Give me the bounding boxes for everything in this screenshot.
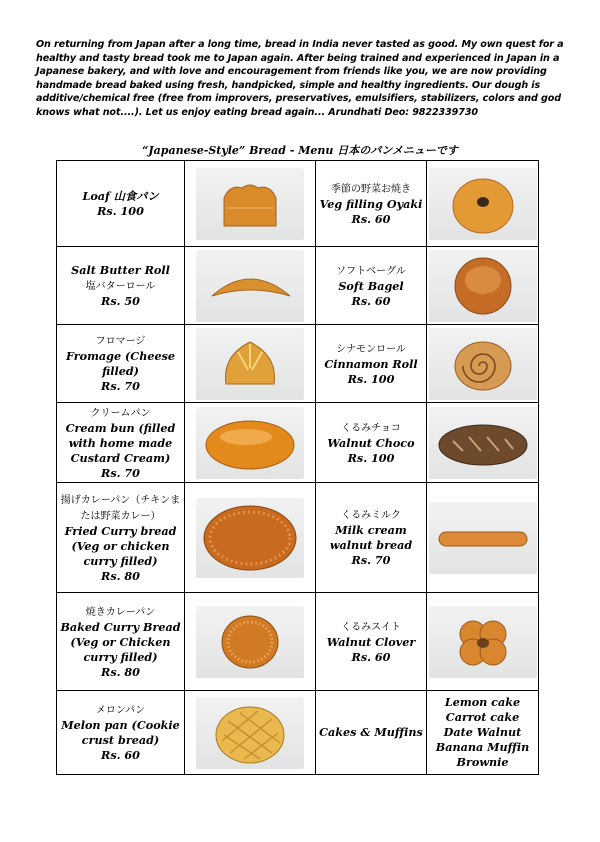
cream-bun-image: [196, 407, 304, 479]
item-jp-name: くるみチョコ: [341, 422, 401, 434]
cinnamon-roll-photo: [429, 328, 537, 400]
menu-item: [316, 161, 427, 247]
item-price: Rs. 60: [351, 649, 391, 664]
table-row: [57, 325, 539, 403]
menu-item: [316, 325, 427, 403]
menu-item: [316, 593, 427, 691]
walnut-choco-image: [429, 407, 537, 479]
item-price: Rs. 70: [351, 553, 391, 567]
menu-item: [57, 691, 185, 775]
bread-photo-cell: [427, 593, 539, 691]
menu-item: [57, 483, 185, 593]
oyaki-photo: [429, 168, 537, 240]
item-jp-name: 塩バターロール: [85, 280, 156, 292]
salt-roll-photo: [196, 250, 304, 322]
cakes-list: [427, 691, 539, 775]
soft-bagel-image: [429, 250, 537, 322]
bread-photo-cell: [427, 403, 539, 483]
item-name: Salt Butter Roll: [71, 262, 170, 277]
item-name: Walnut Choco: [327, 435, 415, 450]
bread-photo-cell: [185, 247, 316, 325]
item-jp-name: 焼きカレーパン: [85, 606, 156, 618]
item-price: Rs. 70: [101, 465, 140, 480]
menu-table: [56, 160, 539, 775]
bread-photo-cell: [185, 403, 316, 483]
cinnamon-roll-image: [429, 328, 537, 400]
melon-pan-photo: [196, 697, 304, 769]
list-item: Carrot cake: [445, 710, 520, 724]
item-name: Melon pan (Cookie crust bread): [61, 718, 180, 747]
bread-photo-cell: [185, 483, 316, 593]
item-jp-name: シナモンロール: [336, 343, 406, 355]
table-row: [57, 593, 539, 691]
menu-item: [316, 483, 427, 593]
menu-item: [57, 403, 185, 483]
bread-photo-cell: [427, 325, 539, 403]
item-price: Rs. 100: [347, 371, 395, 386]
bread-photo-cell: [185, 593, 316, 691]
item-name: Baked Curry Bread (Veg or Chicken curry filled): [60, 619, 181, 664]
cakes-label: Cakes & Muffins: [319, 725, 423, 739]
intro-paragraph: On returning from Japan after a long time, bread in India never tasted as good. My own quest for a healthy and tasty bread took me to Japan again. After being trained and experienced in Japan in a Japanese bakery, and with love and encouragement from friends like you, we are now providing handmade bread baked using fresh, handpicked, simple and healthy ingredients. Our dough is additive/chemical free (free from improvers, preservatives, emulsifiers, stabilizers, colors and god knows what not....). Let us enjoy eating bread again... Arundhati Deo: 9822339730: [36, 39, 564, 118]
menu-item: [57, 161, 185, 247]
item-price: Rs. 60: [101, 748, 140, 762]
item-price: Rs. 50: [101, 293, 140, 308]
list-item: Lemon cake: [444, 695, 521, 709]
oyaki-image: [429, 168, 537, 240]
fromage-image: [196, 328, 304, 400]
item-name: Soft Bagel: [338, 278, 404, 293]
menu-item: [316, 691, 427, 775]
fried-curry-photo: [196, 498, 304, 578]
item-jp-name: 揚げカレーパン（チキンまたは野菜カレー）: [60, 494, 181, 522]
item-jp-name: クリームパン: [90, 407, 151, 419]
list-item: Banana Muffin: [435, 740, 530, 754]
melon-pan-image: [196, 697, 304, 769]
item-price: Rs. 80: [101, 664, 140, 679]
item-price: Rs. 60: [351, 211, 391, 226]
item-jp-name: くるみスイト: [341, 621, 401, 633]
bread-photo-cell: [185, 325, 316, 403]
item-price: Rs. 80: [101, 568, 140, 583]
item-name: Fried Curry bread (Veg or chicken curry filled): [64, 523, 177, 568]
item-jp-name: 季節の野菜お焼き: [331, 183, 411, 195]
fromage-photo: [196, 328, 304, 400]
table-row: [57, 161, 539, 247]
walnut-choco-photo: [429, 407, 537, 479]
item-jp-name: フロマージ: [95, 336, 146, 347]
loaf-image: [196, 168, 304, 240]
list-item: Date Walnut: [443, 725, 522, 739]
menu-item: [316, 403, 427, 483]
table-row: [57, 483, 539, 593]
item-jp-name: メロンパン: [95, 705, 146, 716]
item-name: Cream bun (filled with home made Custard Cream): [65, 420, 176, 465]
milk-walnut-photo: [429, 502, 537, 574]
item-name: Loaf 山食パン: [82, 188, 159, 203]
menu-item: [57, 247, 185, 325]
item-name: Cinnamon Roll: [324, 356, 418, 371]
table-row: [57, 247, 539, 325]
item-name: Veg filling Oyaki: [319, 196, 423, 211]
walnut-clover-photo: [429, 606, 537, 678]
menu-item: [57, 593, 185, 691]
list-item: Brownie: [456, 755, 509, 769]
menu-title: “Japanese-Style” Bread - Menu 日本のパンメニューです: [142, 144, 458, 157]
bread-photo-cell: [427, 483, 539, 593]
item-jp-name: くるみミルク: [341, 510, 401, 521]
item-price: Rs. 60: [351, 293, 391, 308]
table-row: [57, 691, 539, 775]
cream-bun-photo: [196, 407, 304, 479]
baked-curry-image: [196, 606, 304, 678]
baked-curry-photo: [196, 606, 304, 678]
item-jp-name: ソフトベーグル: [336, 265, 406, 277]
bread-photo-cell: [185, 161, 316, 247]
table-row: [57, 403, 539, 483]
bread-photo-cell: [185, 691, 316, 775]
menu-item: [57, 325, 185, 403]
item-name: Fromage (Cheese filled): [65, 349, 175, 378]
fried-curry-image: [196, 498, 304, 578]
bread-photo-cell: [427, 247, 539, 325]
item-name: Milk cream walnut bread: [329, 523, 413, 552]
item-price: Rs. 100: [347, 450, 395, 465]
bread-photo-cell: [427, 161, 539, 247]
walnut-clover-image: [429, 606, 537, 678]
menu-item: [316, 247, 427, 325]
loaf-photo: [196, 168, 304, 240]
item-price: Rs. 70: [101, 379, 140, 393]
milk-walnut-image: [429, 502, 537, 574]
item-name: Walnut Clover: [326, 634, 416, 649]
item-price: Rs. 100: [97, 203, 144, 218]
salt-roll-image: [196, 250, 304, 322]
soft-bagel-photo: [429, 250, 537, 322]
